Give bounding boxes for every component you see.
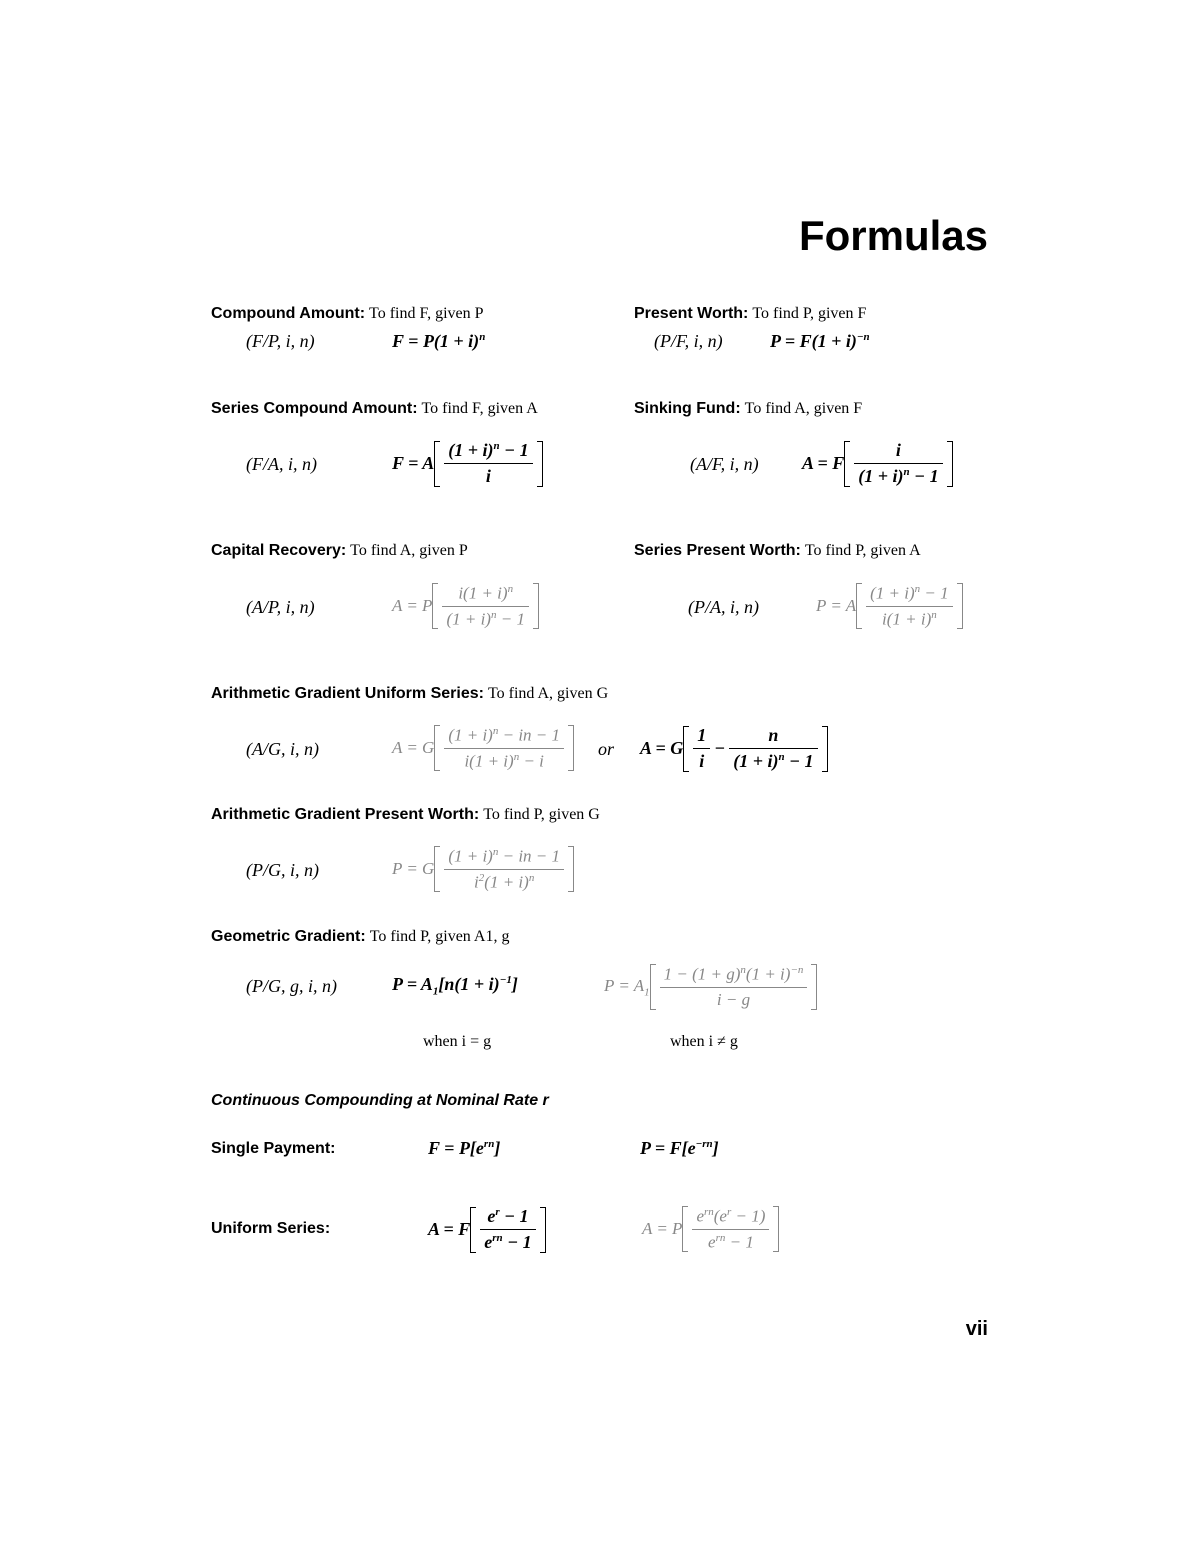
series-compound-factor: (F/A, i, n): [246, 454, 317, 474]
sinking-fund-label: Sinking Fund:: [634, 400, 741, 417]
capital-recovery-factor: (A/P, i, n): [246, 597, 315, 617]
present-worth-label: Present Worth:: [634, 305, 749, 322]
capital-recovery-label: Capital Recovery:: [211, 542, 347, 559]
arith-uniform-or: or: [598, 739, 615, 759]
capital-recovery-formula: A = P $\frac{i(1 + i)^n}{(1 + i)^n - 1}$: [392, 583, 539, 629]
geometric-factor: (P/G, g, i, n): [246, 976, 337, 996]
arith-uniform-factor: (A/G, i, n): [246, 739, 319, 759]
capital-recovery-desc: To find A, given P: [350, 542, 468, 559]
arith-uniform-formula-alt: A = G $\frac{1}{i}$ − $\frac{n}{(1 + i)^n - 1}$: [640, 725, 828, 772]
sinking-fund-factor: (A/F, i, n): [690, 454, 759, 474]
continuous-heading: Continuous Compounding at Nominal Rate r: [211, 1092, 549, 1109]
series-compound-desc: To find F, given A: [421, 400, 538, 417]
compound-amount-heading: [211, 305, 484, 323]
page-title: Formulas: [798, 212, 988, 259]
single-payment-label: Single Payment:: [211, 1140, 336, 1157]
page-number: vii: [965, 1318, 988, 1340]
arith-uniform-desc: To find A, given G: [487, 685, 609, 702]
single-payment-f: $F = P[e^{rn}]$: [428, 1138, 501, 1158]
sinking-fund-desc: To find A, given F: [744, 400, 863, 417]
uniform-series-label: Uniform Series:: [211, 1220, 331, 1237]
series-present-worth-label: Series Present Worth:: [634, 542, 801, 559]
uniform-series-a: A = F $\frac{e^r - 1}{e^{rn} - 1}$: [428, 1206, 546, 1253]
geometric-formula-eq: $P = A_1[n(1 + i)^{-1}]$: [392, 974, 518, 998]
arith-uniform-formula: A = G $\frac{(1 + i)^n - in - 1}{i(1 + i)^n - i}$: [392, 725, 574, 771]
single-payment-p: $P = F[e^{-rn}]$: [640, 1138, 719, 1158]
arith-present-label: Arithmetic Gradient Present Worth:: [211, 806, 480, 823]
compound-amount-label: Compound Amount:: [211, 305, 366, 322]
arith-present-heading: [211, 806, 600, 824]
capital-recovery-heading: [211, 542, 468, 560]
arith-present-factor: (P/G, i, n): [246, 860, 319, 880]
geometric-label: Geometric Gradient:: [211, 928, 366, 945]
series-compound-heading: [211, 400, 538, 418]
series-compound-formula: F = A $\frac{(1 + i)^n - 1}{i}$: [392, 440, 543, 487]
geometric-when-eq: when i = g: [423, 1033, 492, 1050]
compound-amount-factor: (F/P, i, n): [246, 331, 315, 351]
series-compound-label: Series Compound Amount:: [211, 400, 418, 417]
present-worth-formula: $P = F(1 + i)^{-n}$: [770, 331, 870, 351]
arith-present-desc: To find P, given G: [483, 806, 600, 823]
geometric-desc: To find P, given A1, g: [369, 928, 510, 945]
sinking-fund-heading: [634, 400, 862, 418]
arith-uniform-label: Arithmetic Gradient Uniform Series:: [211, 685, 484, 702]
compound-amount-desc: To find F, given P: [369, 305, 484, 322]
geometric-formula-neq: $P = A_1$ $\frac{1 - (1 + g)^n(1 + i)^{-n}}{i - g}$: [604, 964, 817, 1010]
series-present-worth-heading: [634, 542, 921, 560]
compound-amount-formula: $F = P(1 + i)^n$: [392, 331, 486, 351]
present-worth-desc: To find P, given F: [752, 305, 867, 322]
arith-uniform-heading: [211, 685, 608, 703]
present-worth-heading: [634, 305, 866, 323]
series-present-worth-formula: P = A $\frac{(1 + i)^n - 1}{i(1 + i)^n}$: [816, 583, 963, 629]
geometric-when-neq: when i ≠ g: [670, 1033, 738, 1050]
sinking-fund-formula: A = F $\frac{i}{(1 + i)^n - 1}$: [802, 440, 953, 487]
series-present-worth-factor: (P/A, i, n): [688, 597, 759, 617]
present-worth-factor: (P/F, i, n): [654, 331, 723, 351]
uniform-series-p: A = P $\frac{e^{rn}(e^r - 1)}{e^{rn} - 1}$: [642, 1206, 779, 1252]
geometric-heading: [211, 928, 509, 946]
series-present-worth-desc: To find P, given A: [804, 542, 921, 559]
arith-present-formula: P = G $\frac{(1 + i)^n - in - 1}{i^2(1 + i)^n}$: [392, 846, 574, 892]
